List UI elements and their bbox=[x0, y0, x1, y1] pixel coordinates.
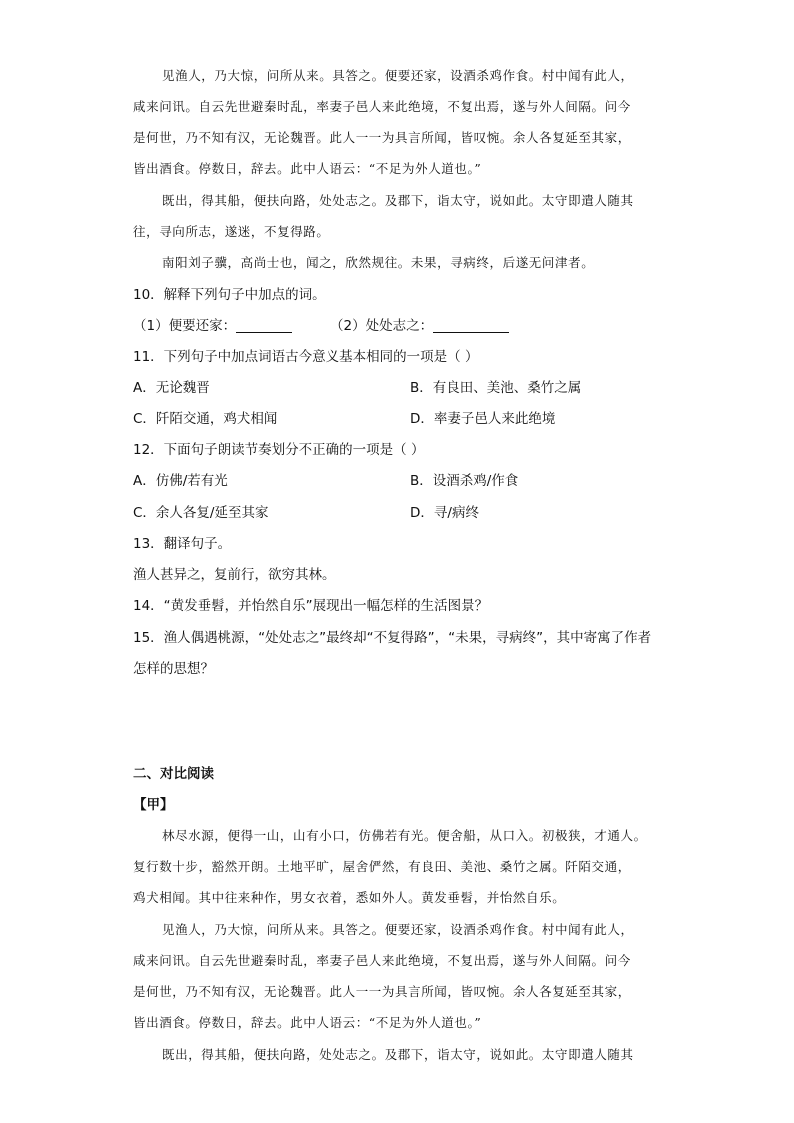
question-14-title: 14．“黄发垂髫，并怡然自乐”展现出一幅怎样的生活图景？ bbox=[133, 598, 489, 614]
passage2-line-6: 是何世，乃不知有汉，无论魏晋。此人一一为具言所闻，皆叹惋。余人各复延至其家， bbox=[133, 984, 631, 999]
question-12-option-d: D．寻/病终 bbox=[410, 505, 479, 521]
question-11-option-d: D．率妻子邑人来此绝境 bbox=[410, 411, 556, 427]
answer-blank-1[interactable] bbox=[236, 318, 292, 333]
question-10-item-2 bbox=[330, 316, 509, 336]
question-12-option-c: C．余人各复/延至其家 bbox=[133, 505, 269, 521]
answer-blank-2[interactable] bbox=[433, 318, 509, 333]
passage1-line-2: 咸来问讯。自云先世避秦时乱，率妻子邑人来此绝境，不复出焉，遂与外人间隔。问今 bbox=[133, 99, 631, 114]
passage2-line-8: 既出，得其船，便扶向路，处处志之。及郡下，诣太守，说如此。太守即遣人随其 bbox=[162, 1047, 634, 1062]
passage2-line-7: 皆出酒食。停数日，辞去。此中人语云：“不足为外人道也。” bbox=[133, 1015, 482, 1030]
question-10-title: 10．解释下列句子中加点的词。 bbox=[133, 287, 326, 303]
question-10-item-1 bbox=[133, 316, 292, 336]
passage2-line-4: 见渔人，乃大惊，问所从来。具答之。便要还家，设酒杀鸡作食。村中闻有此人， bbox=[162, 922, 634, 937]
passage2-line-5: 咸来问讯。自云先世避秦时乱，率妻子邑人来此绝境，不复出焉，遂与外人间隔。问今 bbox=[133, 953, 631, 968]
passage2-line-1: 林尽水源，便得一山，山有小口，仿佛若有光。便舍船，从口入。初极狭，才通人。 bbox=[162, 828, 647, 843]
passage2-line-2: 复行数十步，豁然开朗。土地平旷，屋舍俨然，有良田、美池、桑竹之属。阡陌交通， bbox=[133, 859, 631, 874]
question-10-item-2-label: （2）处处志之： bbox=[330, 318, 434, 334]
question-12-option-b: B．设酒杀鸡/作食 bbox=[410, 473, 519, 489]
passage1-line-1: 见渔人，乃大惊，问所从来。具答之。便要还家，设酒杀鸡作食。村中闻有此人， bbox=[162, 68, 634, 83]
passage1-line-4: 皆出酒食。停数日，辞去。此中人语云：“不足为外人道也。” bbox=[133, 161, 482, 176]
section-2-title: 二、对比阅读 bbox=[133, 766, 214, 782]
question-10-item-1-label: （1）便要还家： bbox=[133, 318, 237, 334]
passage2-line-3: 鸡犬相闻。其中往来种作，男女衣着，悉如外人。黄发垂髫，并怡然自乐。 bbox=[133, 890, 566, 905]
question-15-line-1: 15．渔人偶遇桃源，“处处志之”最终却“不复得路”，“未果，寻病终”，其中寄寓了作者 bbox=[133, 630, 652, 646]
passage1-line-6: 往，寻向所志，遂迷，不复得路。 bbox=[133, 224, 330, 239]
passage1-line-7: 南阳刘子骥，高尚士也，闻之，欣然规往。未果，寻病终，后遂无问津者。 bbox=[162, 255, 595, 270]
question-11-option-a: A．无论魏晋 bbox=[133, 380, 210, 396]
question-11-option-c: C．阡陌交通，鸡犬相闻 bbox=[133, 411, 278, 427]
question-11-title: 11．下列句子中加点词语古今意义基本相同的一项是（ ） bbox=[133, 349, 479, 365]
question-12-option-a: A．仿佛/若有光 bbox=[133, 473, 228, 489]
question-13-sentence: 渔人甚异之，复前行，欲穷其林。 bbox=[133, 567, 336, 583]
passage1-line-3: 是何世，乃不知有汉，无论魏晋。此人一一为具言所闻，皆叹惋。余人各复延至其家， bbox=[133, 130, 631, 145]
question-13-title: 13．翻译句子。 bbox=[133, 536, 232, 552]
passage1-line-5: 既出，得其船，便扶向路，处处志之。及郡下，诣太守，说如此。太守即遣人随其 bbox=[162, 193, 634, 208]
question-12-title: 12．下面句子朗读节奏划分不正确的一项是（ ） bbox=[133, 442, 425, 458]
question-15-line-2: 怎样的思想？ bbox=[133, 661, 214, 677]
question-11-option-b: B．有良田、美池、桑竹之属 bbox=[410, 380, 582, 396]
section-2-jia-label: 【甲】 bbox=[133, 797, 174, 813]
